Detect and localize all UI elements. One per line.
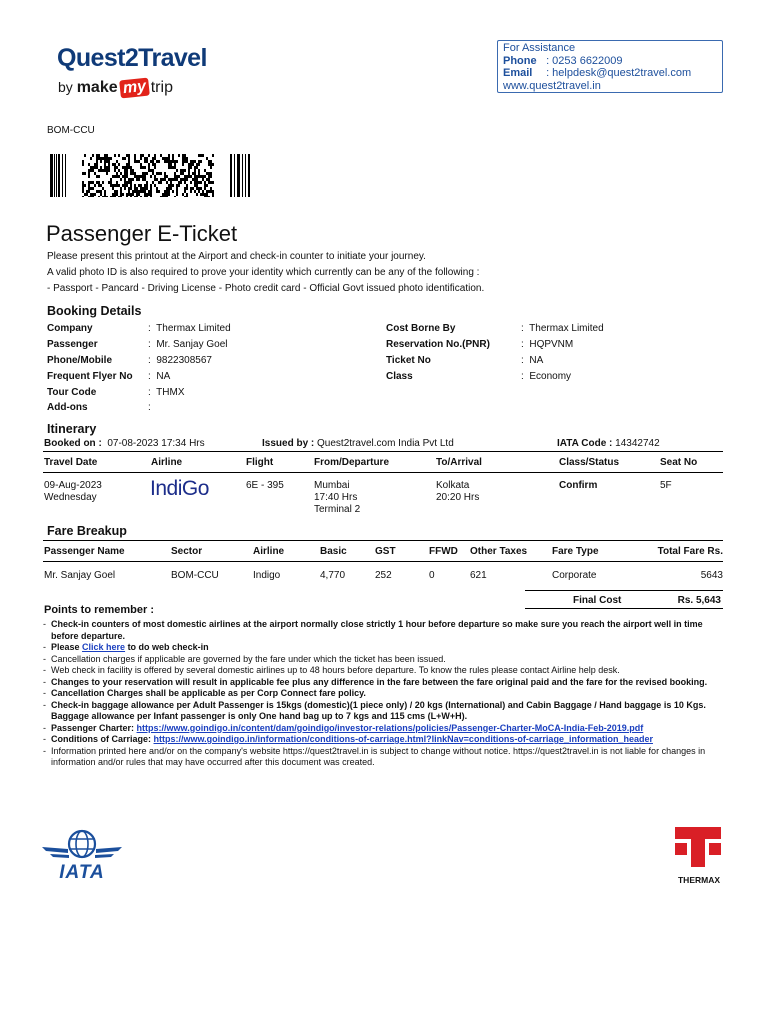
indigo-logo: IndiGo	[150, 477, 209, 500]
fare-col-basic: Basic	[320, 546, 347, 557]
flight-number: 6E - 395	[246, 480, 284, 491]
company-value: : Thermax Limited	[148, 323, 231, 334]
tour-code-value: : THMX	[148, 387, 185, 398]
logo-make-text: make	[76, 79, 118, 96]
from-city: Mumbai	[314, 480, 350, 491]
list-item: - Conditions of Carriage: https://www.goindigo.in/information/conditions-of-carriage.html?linkNav=conditions-of-carriage_information_header	[43, 734, 653, 744]
fare-airline: Indigo	[253, 570, 281, 581]
cost-borne-value: : Thermax Limited	[521, 323, 604, 334]
departure-time: 17:40 Hrs	[314, 492, 358, 503]
passenger-charter-link[interactable]: https://www.goindigo.in/content/dam/goindigo/investor-relations/policies/Passenger-Charter-MoCA-India-Feb-2019.pdf	[136, 722, 644, 733]
issued-by: Issued by : Quest2travel.com India Pvt Ltd	[262, 438, 454, 449]
intro-line-2: A valid photo ID is also required to prove your identity which currently can be any of the following :	[47, 267, 480, 278]
logo-trip-text: trip	[150, 79, 173, 96]
frequent-flyer-value: : NA	[148, 371, 171, 382]
fare-gst: 252	[375, 570, 392, 581]
col-class-status: Class/Status	[559, 457, 620, 468]
col-seat: Seat No	[660, 457, 698, 468]
fare-breakup-heading: Fare Breakup	[47, 524, 127, 538]
route-code: BOM-CCU	[47, 125, 95, 136]
booked-on: Booked on : 07-08-2023 17:34 Hrs	[44, 438, 205, 449]
assistance-box	[497, 40, 723, 93]
assistance-title: For Assistance	[503, 42, 576, 54]
fare-col-sector: Sector	[171, 546, 203, 557]
fare-passenger: Mr. Sanjay Goel	[44, 570, 116, 581]
iata-logo	[42, 827, 122, 883]
list-item: - Cancellation charges if applicable are governed by the fare under which the ticket has been issued.	[43, 653, 446, 664]
points-heading: Points to remember :	[44, 604, 155, 616]
page-title: Passenger E-Ticket	[46, 221, 238, 246]
itinerary-header-rule	[43, 472, 723, 473]
email-label: Email	[503, 67, 533, 79]
addons-label: Add-ons	[47, 402, 88, 413]
fare-col-airline: Airline	[253, 546, 285, 557]
phone-value: : 0253 6622009	[546, 54, 623, 67]
final-cost-top-rule	[525, 590, 723, 591]
thermax-logo	[673, 825, 725, 885]
col-from: From/Departure	[314, 457, 390, 468]
addons-value: :	[148, 402, 154, 413]
logo-by-text: by	[58, 79, 73, 95]
tour-code-label: Tour Code	[47, 387, 97, 398]
quest2travel-logo: Quest2Travel	[57, 44, 207, 72]
website-link[interactable]: www.quest2travel.in	[503, 79, 601, 92]
frequent-flyer-label: Frequent Flyer No	[47, 371, 133, 382]
makemytrip-logo	[58, 79, 173, 97]
list-item: - Web check in facility is offered by several domestic airlines up to 48 hours before departure. To know the rules please contact Airline help desk.	[43, 665, 620, 675]
list-item: - Passenger Charter: https://www.goindigo.in/content/dam/goindigo/investor-relations/policies/Passenger-Charter-MoCA-India-Feb-2019.pdf	[43, 722, 644, 733]
list-item: - Changes to your reservation will result in applicable fee plus any difference in the fare between the fare original paid and the fare for the revised booking.	[43, 676, 708, 687]
seat-number: 5F	[660, 480, 672, 491]
class-value: : Economy	[521, 371, 572, 382]
final-cost-value: Rs. 5,643	[677, 595, 721, 606]
fare-col-ffwd: FFWD	[429, 546, 458, 557]
fare-top-rule	[43, 540, 723, 541]
company-label: Company	[47, 323, 93, 334]
list-item: - Please Click here to do web check-in	[43, 642, 209, 652]
arrival-time: 20:20 Hrs	[436, 492, 480, 503]
points-list	[43, 619, 723, 769]
fare-header-rule	[43, 561, 723, 562]
phone-label: Phone	[503, 54, 537, 67]
barcode-image	[50, 154, 250, 197]
itinerary-heading: Itinerary	[47, 422, 97, 436]
class-label: Class	[386, 371, 413, 382]
pnr-label: Reservation No.(PNR)	[386, 339, 490, 350]
thermax-mark-icon	[673, 825, 723, 869]
list-item: - Cancellation Charges shall be applicable as per Corp Connect fare policy.	[43, 688, 366, 698]
intro-line-1: Please present this printout at the Airport and check-in counter to initiate your journey.	[47, 251, 426, 262]
booking-status: Confirm	[559, 480, 598, 491]
list-item: - Check-in baggage allowance per Adult Passenger is 15kgs (domestic)(1 piece only) / 20 kgs (International) and Cabin Baggage / Hand baggage is 10 Kgs. Baggage allowance per Infant passenger is only One hand bag up to 7 kgs and 115 cms (L+W+H).	[43, 699, 706, 721]
col-travel-date: Travel Date	[44, 457, 98, 468]
pnr-value: : HQPVNM	[521, 339, 574, 350]
fare-total: 5643	[700, 570, 723, 581]
travel-day: Wednesday	[44, 492, 97, 503]
conditions-of-carriage-link[interactable]: https://www.goindigo.in/information/conditions-of-carriage.html?linkNav=conditions-of-carriage_information_header	[153, 734, 653, 744]
fare-col-other-taxes: Other Taxes	[470, 546, 528, 557]
fare-other-taxes: 621	[470, 570, 487, 581]
phone-mobile-value: : 9822308567	[148, 355, 212, 366]
iata-globe-icon	[42, 827, 122, 863]
passenger-value: : Mr. Sanjay Goel	[148, 339, 228, 350]
col-airline: Airline	[151, 457, 183, 468]
cost-borne-label: Cost Borne By	[386, 323, 456, 334]
passenger-label: Passenger	[47, 339, 98, 350]
ticket-no-label: Ticket No	[386, 355, 431, 366]
fare-ffwd: 0	[429, 570, 435, 581]
col-flight: Flight	[246, 457, 274, 468]
phone-mobile-label: Phone/Mobile	[47, 355, 112, 366]
final-cost-bottom-rule	[525, 608, 723, 609]
web-checkin-link[interactable]: Click here	[82, 642, 126, 652]
email-value[interactable]: : helpdesk@quest2travel.com	[546, 67, 692, 79]
intro-line-3: - Passport - Pancard - Driving License - Photo credit card - Official Govt issued photo identification.	[47, 283, 485, 294]
logo-my-text: my	[119, 78, 150, 99]
list-item: - Information printed here and/or on the company's website https://quest2travel.in is subject to change without notice. https://quest2travel.in is not liable for changes in information and/or rules that may have occurred after this document was created.	[43, 745, 706, 767]
list-item: - Check-in counters of most domestic airlines at the airport normally close strictly 1 hour before departure so make sure you reach the airport well in time before departure.	[43, 619, 703, 641]
iata-code: IATA Code : 14342742	[557, 438, 660, 449]
itinerary-top-rule	[43, 451, 723, 452]
terminal: Terminal 2	[314, 504, 361, 515]
iata-logo-text: IATA	[59, 862, 105, 883]
to-city: Kolkata	[436, 480, 470, 491]
fare-col-fare-type: Fare Type	[552, 546, 599, 557]
col-to: To/Arrival	[436, 457, 482, 468]
booking-details-heading: Booking Details	[47, 304, 142, 318]
final-cost-label: Final Cost	[573, 595, 622, 606]
fare-sector: BOM-CCU	[171, 570, 219, 581]
fare-col-total: Total Fare Rs.	[657, 546, 723, 557]
thermax-logo-text: THERMAX	[677, 875, 721, 885]
travel-date: 09-Aug-2023	[44, 480, 102, 491]
fare-type: Corporate	[552, 570, 597, 581]
fare-col-gst: GST	[375, 546, 396, 557]
fare-basic: 4,770	[320, 570, 346, 581]
fare-col-passenger: Passenger Name	[44, 546, 125, 557]
ticket-no-value: : NA	[521, 355, 544, 366]
